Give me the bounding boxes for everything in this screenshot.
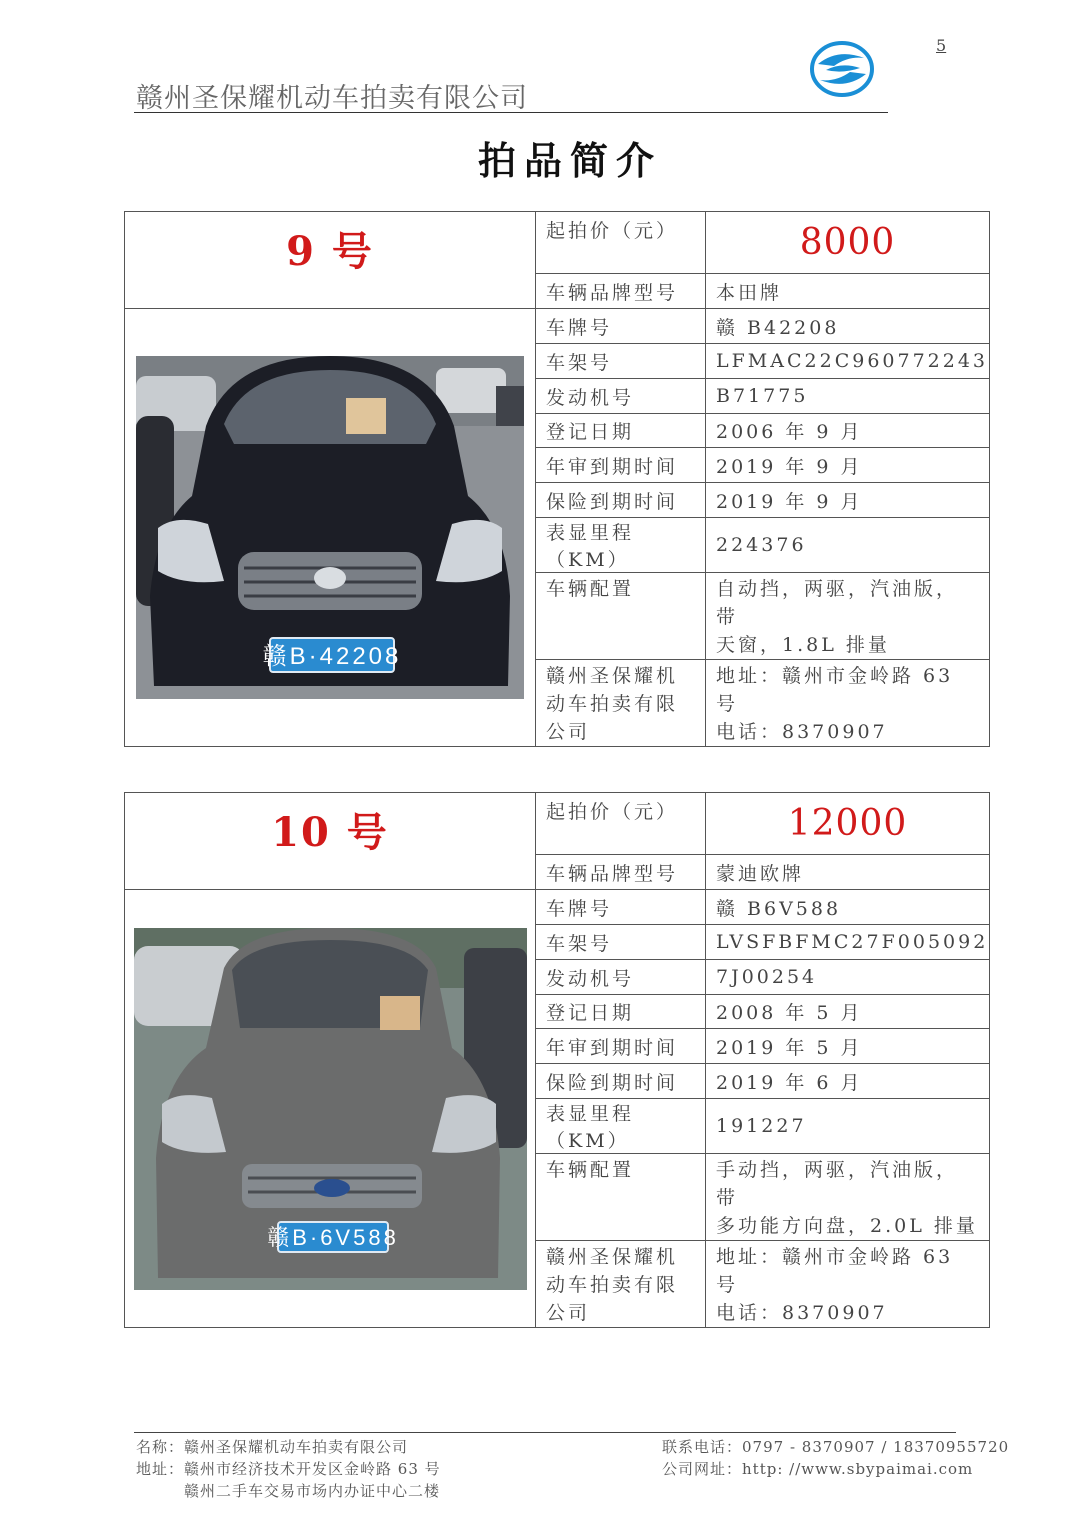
footer-company-name: 名称：赣州圣保耀机动车拍卖有限公司 [136,1438,409,1456]
contact-address: 地址：赣州市金岭路 63 号 [716,665,954,715]
page-title: 拍品简介 [477,138,662,183]
config-line: 多功能方向盘，2.0L 排量 [716,1215,978,1237]
field-label: 登记日期 [536,995,706,1029]
field-value: 2006 年 9 月 [706,414,990,448]
field-label: 车架号 [536,925,706,960]
config-label: 车辆配置 [536,573,706,660]
company-name-cell [536,1241,706,1328]
field-value: 2019 年 5 月 [706,1029,990,1064]
field-label: 年审到期时间 [536,1029,706,1064]
field-value: 2019 年 9 月 [706,448,990,483]
company-name-cell [536,660,706,747]
field-value: 本田牌 [706,274,990,309]
config-line: 自动挡，两驱，汽油版，带 [716,578,959,628]
lot-number: 10 号 [125,793,536,890]
field-label: 表显里程（KM） [536,1099,706,1154]
start-price-value: 8000 [706,212,990,274]
field-value: 赣 B42208 [706,309,990,344]
company-line: 公司 [546,721,591,743]
company-line: 赣州圣保耀机 [546,665,679,687]
gray-sedan-photo [134,928,527,1290]
footer-address-line2: 赣州二手车交易市场内办证中心二楼 [184,1482,441,1500]
field-label: 保险到期时间 [536,1064,706,1099]
field-label: 保险到期时间 [536,483,706,518]
footer-divider [134,1432,956,1433]
field-label: 车牌号 [536,309,706,344]
field-label: 车牌号 [536,890,706,925]
field-label: 车辆品牌型号 [536,855,706,890]
field-value: 2019 年 9 月 [706,483,990,518]
contact-phone: 电话：8370907 [716,1302,888,1324]
field-value: 2019 年 6 月 [706,1064,990,1099]
company-line: 动车拍卖有限 [546,1274,679,1296]
field-value: 蒙迪欧牌 [706,855,990,890]
lot-table-10 [124,792,990,1328]
page-number: 5 [936,36,947,55]
config-line: 手动挡，两驱，汽油版，带 [716,1159,959,1209]
field-label: 车辆品牌型号 [536,274,706,309]
footer-phone: 联系电话：0797 - 8370907 / 18370955720 [662,1438,1010,1456]
header-divider [134,112,888,113]
field-value: 赣 B6V588 [706,890,990,925]
start-price-label: 起拍价（元） [536,212,706,274]
license-plate-text: 赣B·42208 [262,643,402,670]
company-line: 动车拍卖有限 [546,693,679,715]
field-value: 191227 [706,1099,990,1154]
start-price-label: 起拍价（元） [536,793,706,855]
field-value: 7J00254 [706,960,990,995]
config-label: 车辆配置 [536,1154,706,1241]
field-value: LVSFBFMC27F005092 [706,925,990,960]
company-logo-icon [808,40,876,98]
field-value: 224376 [706,518,990,573]
contact-phone: 电话：8370907 [716,721,888,743]
vehicle-photo-cell [125,890,536,1328]
field-label: 年审到期时间 [536,448,706,483]
field-label: 表显里程（KM） [536,518,706,573]
field-label: 发动机号 [536,960,706,995]
contact-cell [706,660,990,747]
config-line: 天窗，1.8L 排量 [716,634,890,656]
contact-cell [706,1241,990,1328]
company-line: 赣州圣保耀机 [546,1246,679,1268]
vehicle-photo-cell [125,309,536,747]
contact-address: 地址：赣州市金岭路 63 号 [716,1246,954,1296]
field-value: B71775 [706,379,990,414]
lot-number: 9 号 [125,212,536,309]
field-label: 车架号 [536,344,706,379]
header-company-name: 赣州圣保耀机动车拍卖有限公司 [136,83,528,114]
field-value: LFMAC22C960772243 [706,344,990,379]
field-value: 2008 年 5 月 [706,995,990,1029]
black-sedan-photo [136,356,524,699]
config-value [706,1154,990,1241]
footer-website: 公司网址：http: //www.sbypaimai.com [662,1460,974,1478]
field-label: 发动机号 [536,379,706,414]
footer-address: 地址：赣州市经济技术开发区金岭路 63 号 [136,1460,441,1478]
company-line: 公司 [546,1302,591,1324]
lot-table-9 [124,211,990,747]
config-value [706,573,990,660]
field-label: 登记日期 [536,414,706,448]
license-plate-text: 赣B·6V588 [266,1224,399,1250]
start-price-value: 12000 [706,793,990,855]
